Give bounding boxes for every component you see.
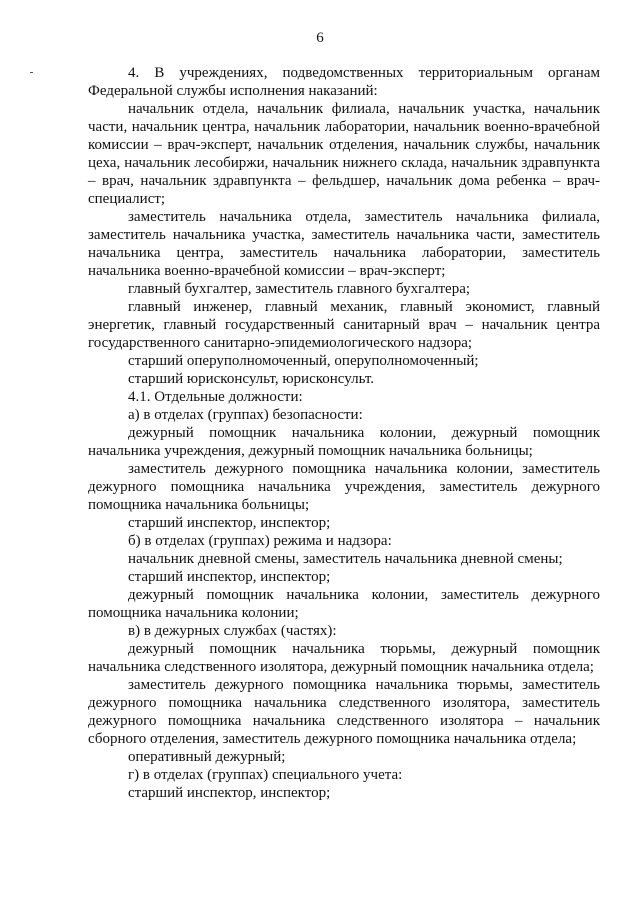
page-number: 6 — [316, 30, 324, 46]
paragraph: начальник отдела, начальник филиала, начальник участка, начальник части, начальник центра, начальник лаборатории, начальник военно-врачебной комиссии – врач-эксперт, начальник отделения, начальник службы, начальник цеха, начальник лесобиржи, начальник нижнего склада, начальник здравпункта – врач, начальник здравпункта – фельдшер, начальник дома ребенка – врач-специалист; — [88, 101, 600, 207]
paragraph: заместитель начальника отдела, заместитель начальника филиала, заместитель начальника участка, заместитель начальника части, заместитель начальника центра, заместитель начальника лаборатории, заместитель начальника военно-врачебной комиссии – врач-эксперт; — [88, 209, 600, 279]
document-body — [88, 64, 600, 802]
paragraph: старший инспектор, инспектор; — [128, 569, 331, 585]
paragraph: дежурный помощник начальника колонии, заместитель дежурного помощника начальника колонии; — [88, 587, 600, 621]
paragraph: дежурный помощник начальника тюрьмы, дежурный помощник начальника следственного изолятора, дежурный помощник начальника отдела; — [88, 641, 600, 675]
paragraph: г) в отделах (группах) специального учета: — [128, 767, 403, 783]
paragraph: главный инженер, главный механик, главный экономист, главный энергетик, главный государственный санитарный врач – начальник центра государственного санитарно-эпидемиологического надзора; — [88, 299, 600, 351]
paragraph: главный бухгалтер, заместитель главного бухгалтера; — [128, 281, 471, 297]
paragraph: в) в дежурных службах (частях): — [128, 623, 337, 639]
paragraph: 4. В учреждениях, подведомственных территориальным органам Федеральной службы исполнения наказаний: — [88, 65, 600, 99]
scan-mark — [30, 72, 33, 73]
paragraph: старший инспектор, инспектор; — [128, 785, 331, 801]
paragraph: б) в отделах (группах) режима и надзора: — [128, 533, 392, 549]
paragraph: заместитель дежурного помощника начальника колонии, заместитель дежурного помощника начальника учреждения, заместитель дежурного помощника начальника больницы; — [88, 461, 600, 513]
paragraph: оперативный дежурный; — [128, 749, 286, 765]
paragraph: 4.1. Отдельные должности: — [128, 389, 303, 405]
paragraph: начальник дневной смены, заместитель начальника дневной смены; — [128, 551, 563, 567]
paragraph: старший юрисконсульт, юрисконсульт. — [128, 371, 375, 387]
paragraph: заместитель дежурного помощника начальника тюрьмы, заместитель дежурного помощника начальника следственного изолятора, заместитель дежурного помощника начальника следственного изолятора – начальник сборного отделения, заместитель дежурного помощника начальника отдела; — [88, 677, 600, 747]
paragraph: старший инспектор, инспектор; — [128, 515, 331, 531]
paragraph: дежурный помощник начальника колонии, дежурный помощник начальника учреждения, дежурный помощник начальника больницы; — [88, 425, 600, 459]
paragraph: а) в отделах (группах) безопасности: — [128, 407, 363, 423]
paragraph: старший оперуполномоченный, оперуполномоченный; — [128, 353, 479, 369]
